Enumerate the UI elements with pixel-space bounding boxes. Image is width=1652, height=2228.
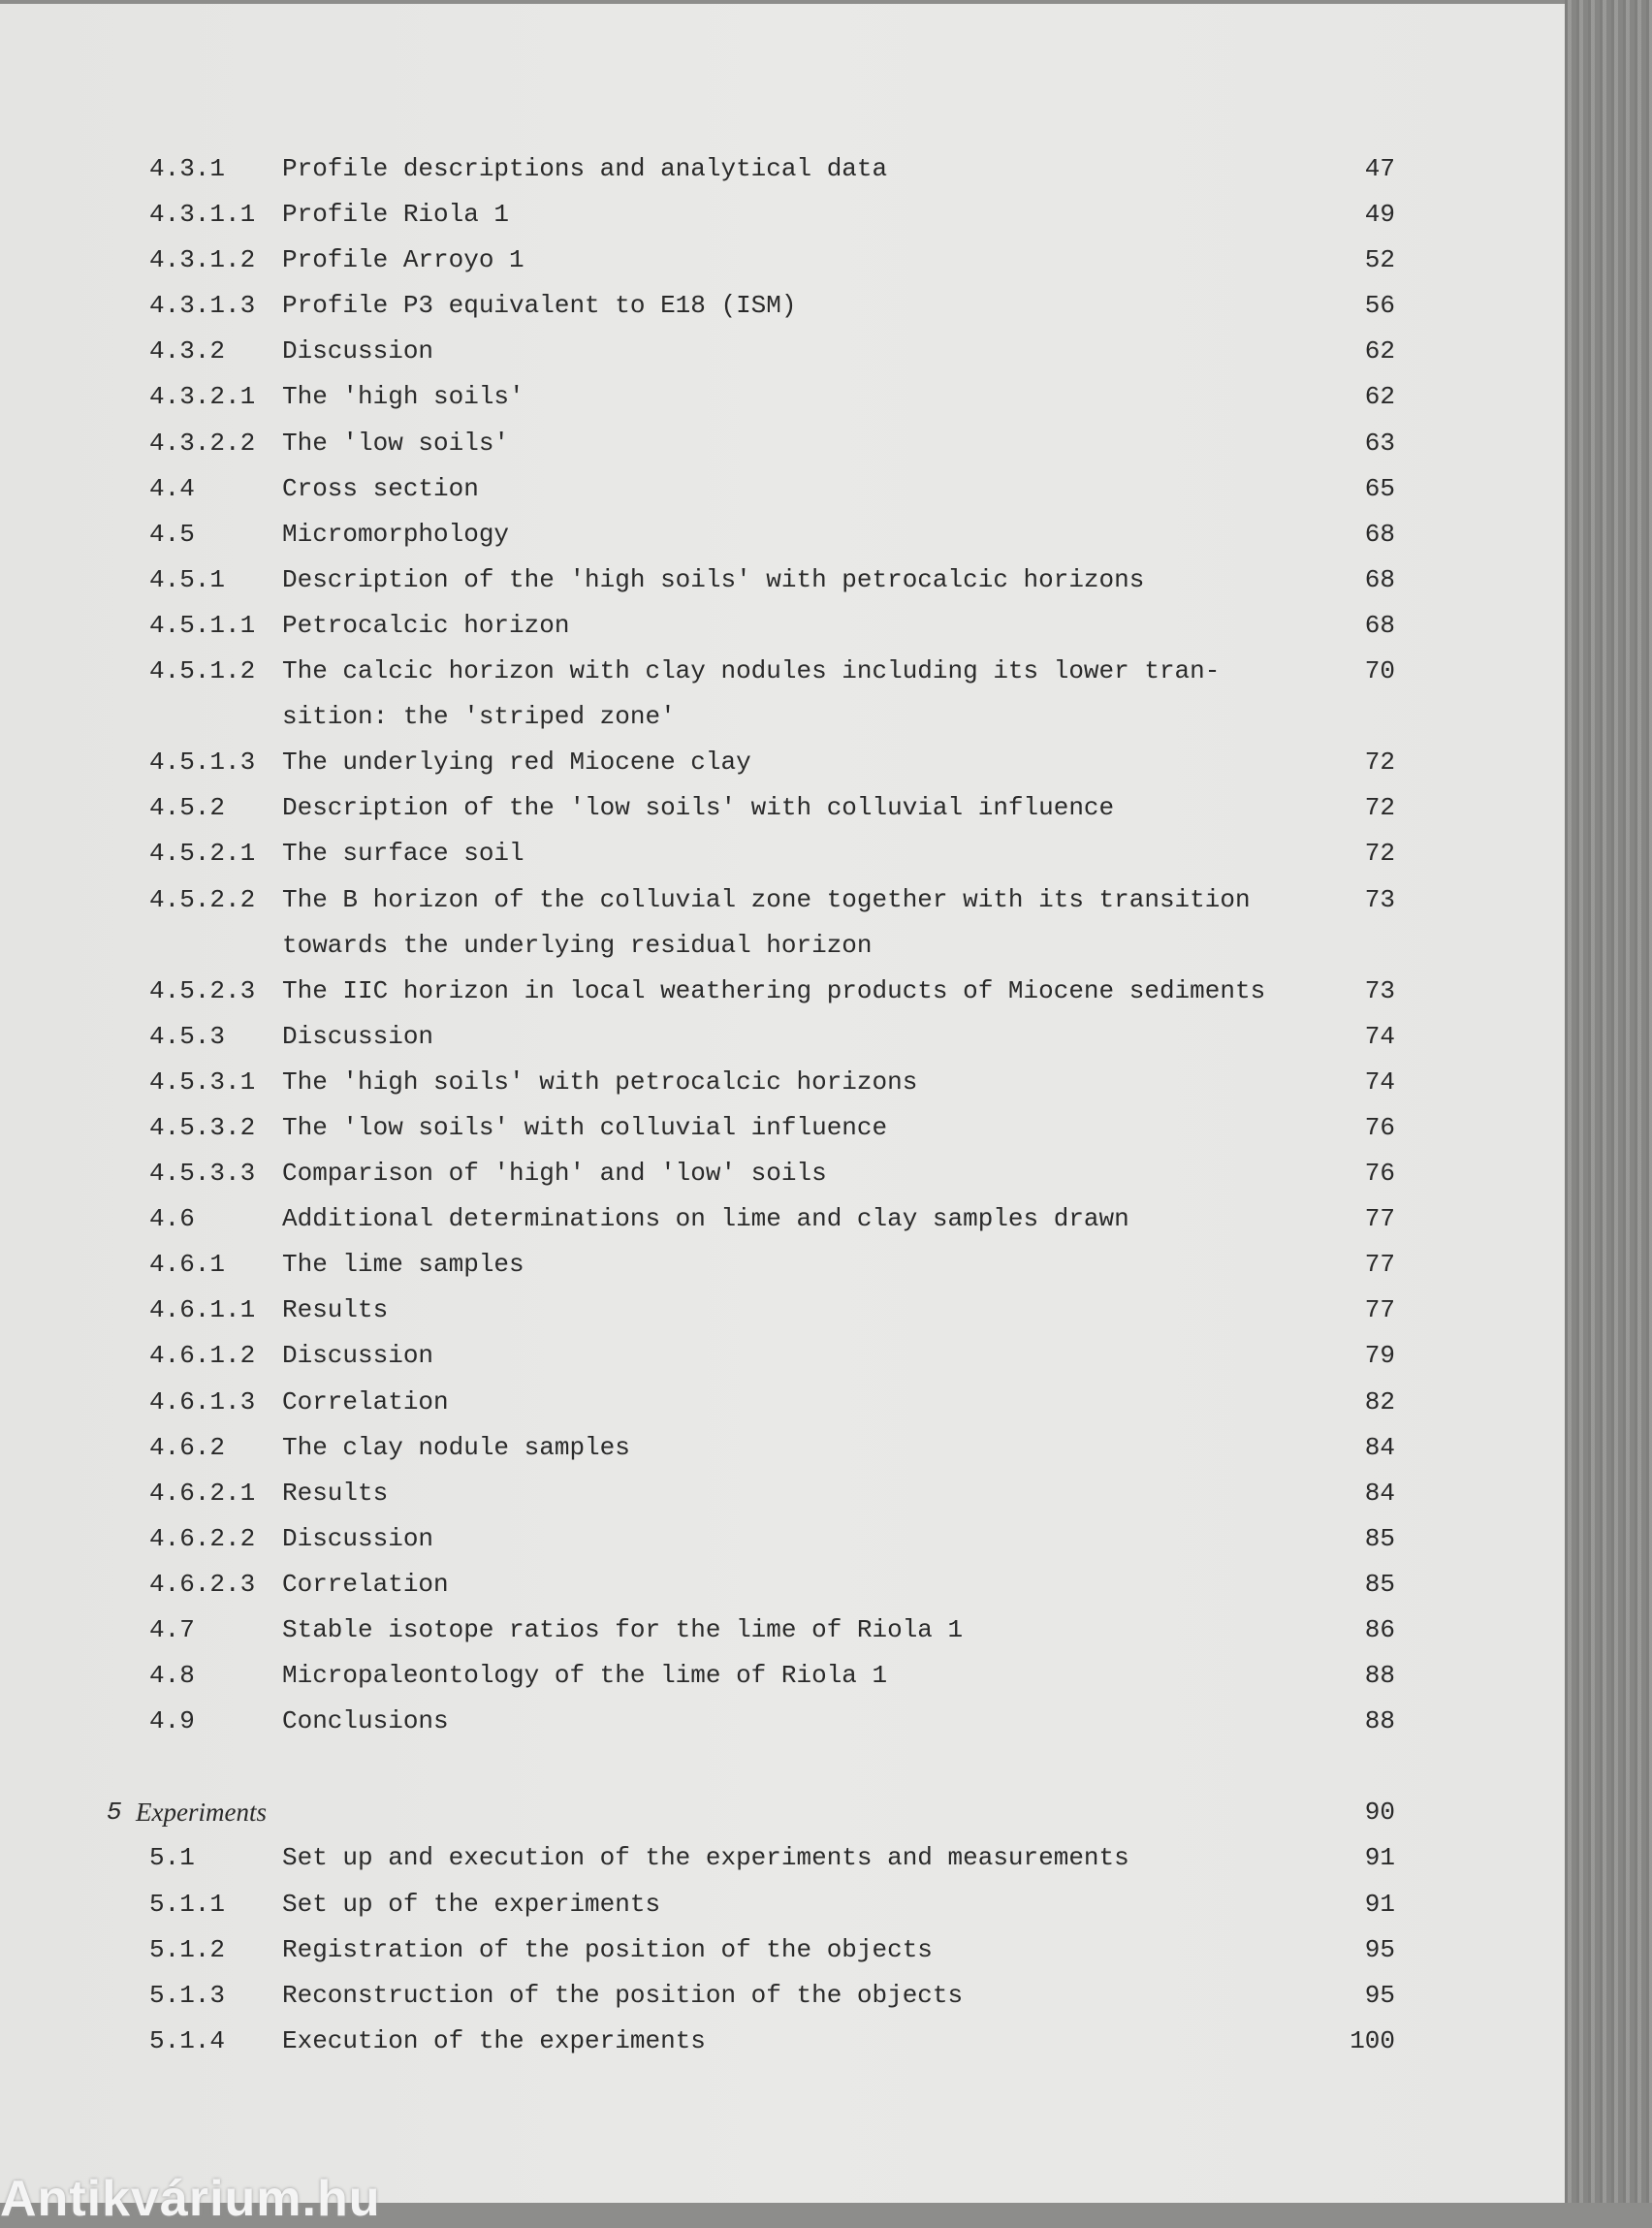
entry-page: 47 bbox=[1364, 154, 1395, 183]
entry-page: 91 bbox=[1364, 1889, 1395, 1919]
entry-number: 4.6.2.3 bbox=[149, 1569, 256, 1599]
entry-title: Discussion bbox=[282, 1021, 434, 1051]
entry-page: 84 bbox=[1364, 1478, 1395, 1508]
entry-number: 4.5.3.3 bbox=[149, 1159, 256, 1189]
entry-title: Discussion bbox=[282, 1341, 434, 1371]
entry-page: 76 bbox=[1364, 1159, 1395, 1189]
entry-title: The underlying red Miocene clay bbox=[282, 748, 751, 778]
entry-number: 4.6.2.1 bbox=[149, 1478, 256, 1508]
entry-page: 85 bbox=[1364, 1569, 1395, 1599]
spacer bbox=[0, 1744, 1565, 1790]
toc-entry bbox=[0, 1653, 1565, 1699]
toc-entry bbox=[0, 1242, 1565, 1288]
toc-entry bbox=[0, 1562, 1565, 1607]
entry-title: Reconstruction of the position of the objects bbox=[282, 1980, 964, 2010]
entry-title: Stable isotope ratios for the lime of Riola 1 bbox=[282, 1615, 964, 1644]
toc-entry bbox=[0, 1471, 1565, 1516]
entry-number: 5.1.1 bbox=[149, 1889, 226, 1919]
table-of-contents bbox=[0, 146, 1565, 2064]
entry-number: 5.1.2 bbox=[149, 1934, 226, 1964]
entry-number: 4.5.2.3 bbox=[149, 975, 256, 1005]
entry-number: 4.5 bbox=[149, 519, 195, 549]
entry-title: Description of the 'low soils' with colluvial influence bbox=[282, 793, 1115, 823]
toc-entry bbox=[0, 512, 1565, 557]
entry-page: 49 bbox=[1364, 200, 1395, 230]
entry-page: 72 bbox=[1364, 793, 1395, 823]
entry-title: Comparison of 'high' and 'low' soils bbox=[282, 1159, 827, 1189]
entry-title: Petrocalcic horizon bbox=[282, 610, 570, 640]
toc-entry bbox=[0, 1516, 1565, 1562]
entry-title: Conclusions bbox=[282, 1706, 449, 1736]
toc-entry bbox=[0, 421, 1565, 466]
toc-entry bbox=[0, 466, 1565, 512]
entry-title: Additional determinations on lime and clay samples drawn bbox=[282, 1204, 1129, 1234]
entry-number: 4.9 bbox=[149, 1706, 195, 1736]
entry-number: 5.1.3 bbox=[149, 1980, 226, 2010]
entry-title: Set up and execution of the experiments and measurements bbox=[282, 1843, 1129, 1873]
toc-entry bbox=[0, 283, 1565, 329]
entry-number: 4.6.1.1 bbox=[149, 1295, 256, 1325]
entry-title: Correlation bbox=[282, 1386, 449, 1416]
entry-number: 4.5.1.1 bbox=[149, 610, 256, 640]
toc-entry bbox=[0, 877, 1565, 923]
entry-title: Profile Arroyo 1 bbox=[282, 245, 524, 275]
entry-title: Registration of the position of the objects bbox=[282, 1934, 933, 1964]
entry-title: Discussion bbox=[282, 336, 434, 366]
entry-number: 4.6.1 bbox=[149, 1250, 226, 1280]
entry-title: Profile P3 equivalent to E18 (ISM) bbox=[282, 291, 797, 321]
entry-title: Profile Riola 1 bbox=[282, 200, 510, 230]
toc-entry bbox=[0, 146, 1565, 192]
entry-number: 4.5.2.1 bbox=[149, 839, 256, 869]
entry-page: 84 bbox=[1364, 1432, 1395, 1462]
toc-entry bbox=[0, 923, 1565, 969]
entry-title: towards the underlying residual horizon bbox=[282, 930, 873, 960]
toc-entry bbox=[0, 1835, 1565, 1881]
toc-entry bbox=[0, 603, 1565, 649]
entry-title: Micropaleontology of the lime of Riola 1 bbox=[282, 1661, 888, 1691]
entry-title: Results bbox=[282, 1478, 389, 1508]
entry-number: 4.4 bbox=[149, 473, 195, 503]
entry-page: 91 bbox=[1364, 1843, 1395, 1873]
entry-page: 77 bbox=[1364, 1295, 1395, 1325]
entry-number: 4.5.2.2 bbox=[149, 884, 256, 914]
entry-page: 68 bbox=[1364, 519, 1395, 549]
entry-page: 86 bbox=[1364, 1615, 1395, 1644]
entry-page: 68 bbox=[1364, 610, 1395, 640]
entry-page: 88 bbox=[1364, 1706, 1395, 1736]
entry-page: 70 bbox=[1364, 656, 1395, 686]
toc-entry bbox=[0, 557, 1565, 603]
entry-title: Cross section bbox=[282, 473, 479, 503]
toc-entry bbox=[0, 649, 1565, 694]
entry-page: 88 bbox=[1364, 1661, 1395, 1691]
entry-number: 4.3.1.3 bbox=[149, 291, 256, 321]
entry-number: 4.7 bbox=[149, 1615, 195, 1644]
entry-number: 4.6.1.3 bbox=[149, 1386, 256, 1416]
toc-entry bbox=[0, 1380, 1565, 1425]
entry-number: 5.1.4 bbox=[149, 2025, 226, 2055]
entry-number: 4.5.1.3 bbox=[149, 748, 256, 778]
entry-page: 77 bbox=[1364, 1204, 1395, 1234]
entry-title: The 'high soils' with petrocalcic horizons bbox=[282, 1066, 918, 1097]
entry-page: 56 bbox=[1364, 291, 1395, 321]
entry-number: 4.3.1.2 bbox=[149, 245, 256, 275]
entry-title: Results bbox=[282, 1295, 389, 1325]
toc-entry bbox=[0, 694, 1565, 740]
entry-title: The 'low soils' with colluvial influence bbox=[282, 1112, 888, 1142]
entry-number: 4.5.2 bbox=[149, 793, 226, 823]
entry-page: 95 bbox=[1364, 1934, 1395, 1964]
entry-title: The 'high soils' bbox=[282, 382, 524, 412]
toc-entry bbox=[0, 969, 1565, 1014]
entry-page: 65 bbox=[1364, 473, 1395, 503]
entry-page: 73 bbox=[1364, 975, 1395, 1005]
entry-page: 73 bbox=[1364, 884, 1395, 914]
entry-title: The B horizon of the colluvial zone together with its transition bbox=[282, 884, 1251, 914]
toc-entry bbox=[0, 329, 1565, 374]
entry-page: 52 bbox=[1364, 245, 1395, 275]
entry-title: The IIC horizon in local weathering products of Miocene sediments bbox=[282, 975, 1266, 1005]
entry-number: 4.6 bbox=[149, 1204, 195, 1234]
entry-number: 4.3.2 bbox=[149, 336, 226, 366]
toc-entry bbox=[0, 785, 1565, 831]
entry-number: 4.6.2.2 bbox=[149, 1523, 256, 1553]
entry-page: 82 bbox=[1364, 1386, 1395, 1416]
toc-entry bbox=[0, 1425, 1565, 1471]
entry-number: 5 bbox=[107, 1798, 122, 1828]
toc-entry bbox=[0, 374, 1565, 420]
document-page bbox=[0, 4, 1565, 2203]
toc-entry bbox=[0, 1060, 1565, 1105]
entry-page: 62 bbox=[1364, 382, 1395, 412]
entry-title: Discussion bbox=[282, 1523, 434, 1553]
entry-number: 4.3.2.1 bbox=[149, 382, 256, 412]
toc-entry bbox=[0, 238, 1565, 283]
toc-entry bbox=[0, 740, 1565, 785]
entry-page: 77 bbox=[1364, 1250, 1395, 1280]
entry-page: 90 bbox=[1364, 1798, 1395, 1828]
background-surface bbox=[1565, 0, 1652, 2203]
entry-page: 95 bbox=[1364, 1980, 1395, 2010]
entry-page: 72 bbox=[1364, 748, 1395, 778]
entry-number: 4.5.3.1 bbox=[149, 1066, 256, 1097]
entry-title: The 'low soils' bbox=[282, 428, 510, 458]
entry-number: 4.8 bbox=[149, 1661, 195, 1691]
entry-page: 72 bbox=[1364, 839, 1395, 869]
entry-title: The surface soil bbox=[282, 839, 524, 869]
entry-page: 63 bbox=[1364, 428, 1395, 458]
toc-entry bbox=[0, 1196, 1565, 1242]
entry-page: 62 bbox=[1364, 336, 1395, 366]
entry-page: 74 bbox=[1364, 1066, 1395, 1097]
entry-title: Correlation bbox=[282, 1569, 449, 1599]
toc-entry bbox=[0, 1927, 1565, 1973]
entry-title: The lime samples bbox=[282, 1250, 524, 1280]
toc-entry bbox=[0, 1882, 1565, 1927]
entry-number: 4.6.1.2 bbox=[149, 1341, 256, 1371]
entry-number: 4.5.3.2 bbox=[149, 1112, 256, 1142]
entry-title: The calcic horizon with clay nodules including its lower tran- bbox=[282, 656, 1221, 686]
entry-number: 4.6.2 bbox=[149, 1432, 226, 1462]
entry-number: 5.1 bbox=[149, 1843, 195, 1873]
entry-title: Description of the 'high soils' with petrocalcic horizons bbox=[282, 564, 1145, 594]
entry-title: Micromorphology bbox=[282, 519, 510, 549]
entry-number: 4.5.1.2 bbox=[149, 656, 256, 686]
entry-page: 100 bbox=[1350, 2025, 1395, 2055]
toc-entry bbox=[0, 1105, 1565, 1151]
entry-title: Set up of the experiments bbox=[282, 1889, 661, 1919]
entry-page: 79 bbox=[1364, 1341, 1395, 1371]
entry-number: 4.5.3 bbox=[149, 1021, 226, 1051]
toc-entry bbox=[0, 1288, 1565, 1333]
entry-page: 68 bbox=[1364, 564, 1395, 594]
entry-title: The clay nodule samples bbox=[282, 1432, 630, 1462]
entry-number: 4.3.2.2 bbox=[149, 428, 256, 458]
entry-page: 85 bbox=[1364, 1523, 1395, 1553]
entry-title: Experiments bbox=[136, 1798, 267, 1828]
entry-number: 4.5.1 bbox=[149, 564, 226, 594]
toc-entry bbox=[0, 1699, 1565, 1744]
toc-entry bbox=[0, 1151, 1565, 1196]
toc-entry bbox=[0, 1014, 1565, 1060]
entry-page: 74 bbox=[1364, 1021, 1395, 1051]
entry-title: sition: the 'striped zone' bbox=[282, 702, 676, 732]
entry-number: 4.3.1.1 bbox=[149, 200, 256, 230]
entry-title: Profile descriptions and analytical data bbox=[282, 154, 888, 183]
entry-title: Execution of the experiments bbox=[282, 2025, 706, 2055]
toc-entry bbox=[0, 831, 1565, 876]
toc-entry bbox=[0, 1333, 1565, 1379]
chapter-heading bbox=[0, 1790, 1565, 1835]
entry-page: 76 bbox=[1364, 1112, 1395, 1142]
watermark: Antikvárium.hu bbox=[0, 2171, 381, 2227]
toc-entry bbox=[0, 1607, 1565, 1653]
entry-number: 4.3.1 bbox=[149, 154, 226, 183]
toc-entry bbox=[0, 192, 1565, 238]
toc-entry bbox=[0, 1973, 1565, 2019]
toc-entry bbox=[0, 2019, 1565, 2064]
